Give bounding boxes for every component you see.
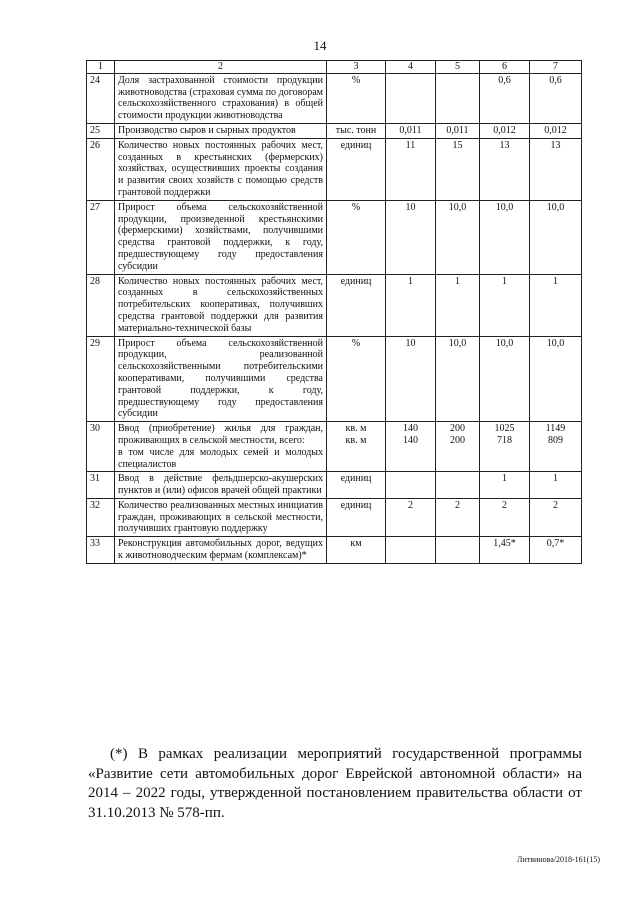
table-row: [87, 138, 582, 200]
value-col7: 10,0: [530, 336, 582, 422]
header-cell: 2: [115, 61, 327, 74]
value-col6: 1: [480, 472, 530, 499]
header-cell: 7: [530, 61, 582, 74]
page-number: 14: [313, 38, 327, 53]
table-row: [87, 123, 582, 138]
value-col6: 13: [480, 138, 530, 200]
unit: тыс. тонн: [327, 123, 386, 138]
table-row: [87, 537, 582, 564]
row-number: 30: [87, 422, 115, 472]
value-col5: 10,0: [436, 336, 480, 422]
indicators-table: [86, 60, 582, 564]
footnote: [88, 745, 582, 823]
row-number: 31: [87, 472, 115, 499]
value-col5: 0,011: [436, 123, 480, 138]
indicator-name: Ввод в действие фельдшерско-акушерских пунктов и (или) офисов врачей общей практики: [115, 472, 327, 499]
value-col5: 2: [436, 498, 480, 536]
value-young: 718: [497, 434, 512, 446]
header-cell: 6: [480, 61, 530, 74]
value-col7: 0,6: [530, 73, 582, 123]
header-cell: 4: [386, 61, 436, 74]
unit-young: кв. м: [345, 434, 367, 446]
value-col4: 10: [386, 336, 436, 422]
row-number: 32: [87, 498, 115, 536]
value-col4: [386, 537, 436, 564]
row-number: 33: [87, 537, 115, 564]
table-row: [87, 498, 582, 536]
value-col6: 0,6: [480, 73, 530, 123]
value-col4: 10: [386, 200, 436, 274]
value-col6: [480, 422, 530, 472]
row-number: 24: [87, 73, 115, 123]
value-col7: 2: [530, 498, 582, 536]
unit: %: [327, 200, 386, 274]
value-col5: [436, 73, 480, 123]
row-number: 27: [87, 200, 115, 274]
header-cell: 1: [87, 61, 115, 74]
value-young: 200: [450, 434, 465, 446]
value-col6: 0,012: [480, 123, 530, 138]
table-row: [87, 200, 582, 274]
value-col6: 10,0: [480, 200, 530, 274]
indicator-name: [115, 422, 327, 472]
unit: единиц: [327, 138, 386, 200]
header-cell: 5: [436, 61, 480, 74]
value-col7: 13: [530, 138, 582, 200]
value-col4: [386, 422, 436, 472]
unit: км: [327, 537, 386, 564]
unit-total: кв. м: [345, 423, 367, 435]
unit: единиц: [327, 498, 386, 536]
value-col4: 1: [386, 274, 436, 336]
table-row: [87, 274, 582, 336]
value-col7: 0,7*: [530, 537, 582, 564]
value-col5: 1: [436, 274, 480, 336]
value-col7: 1: [530, 472, 582, 499]
value-col6: 1,45*: [480, 537, 530, 564]
value-col5: 15: [436, 138, 480, 200]
unit: единиц: [327, 274, 386, 336]
value-col5: 10,0: [436, 200, 480, 274]
table-row: [87, 73, 582, 123]
indicator-name-main: Ввод (приобретение) жилья для граждан, проживающих в сельской местности, всего:: [118, 423, 323, 446]
unit: %: [327, 73, 386, 123]
value-col5: [436, 422, 480, 472]
indicator-name: Производство сыров и сырных продуктов: [115, 123, 327, 138]
footnote-text: (*) В рамках реализации мероприятий государственной программы «Развитие сети автомобильных дорог Еврейской автономной области» на 2014 – 2022 годы, утвержденной постановлением правительства области от 31.10.2013 № 578-пп.: [88, 746, 582, 821]
value-col4: [386, 73, 436, 123]
value-col6: 10,0: [480, 336, 530, 422]
indicator-name-sub: в том числе для молодых семей и молодых специалистов: [118, 446, 323, 470]
table-row: [87, 472, 582, 499]
value-young: 809: [548, 434, 563, 446]
value-col5: [436, 537, 480, 564]
row-number: 28: [87, 274, 115, 336]
indicator-name: Количество реализованных местных инициатив граждан, проживающих в сельской местности, получивших грантовую поддержку: [115, 498, 327, 536]
indicator-name: Прирост объема сельскохозяйственной продукции, реализованной сельскохозяйственными потребительскими кооперативами, получившими средства грантовой поддержки, к году, предшествующему году предоставления субсидии: [115, 336, 327, 422]
indicator-name: Прирост объема сельскохозяйственной продукции, произведенной крестьянскими (фермерскими) хозяйствами, получившими средства грантовой поддержки, к году, предшествующему году предоставления субсидии: [115, 200, 327, 274]
value-col4: 11: [386, 138, 436, 200]
value-col7: [530, 422, 582, 472]
header-row: [87, 61, 582, 74]
value-col7: 0,012: [530, 123, 582, 138]
value-col5: [436, 472, 480, 499]
value-col4: 0,011: [386, 123, 436, 138]
value-total: 1025: [494, 423, 515, 435]
row-number: 26: [87, 138, 115, 200]
value-col4: 2: [386, 498, 436, 536]
row-number: 29: [87, 336, 115, 422]
value-col6: 2: [480, 498, 530, 536]
table-row-housing: [87, 422, 582, 472]
unit: [327, 422, 386, 472]
unit: единиц: [327, 472, 386, 499]
indicator-name: Количество новых постоянных рабочих мест, созданных в сельскохозяйственных потребительских кооперативах, получивших средства грантовой поддержки для развития материально-технической базы: [115, 274, 327, 336]
unit: %: [327, 336, 386, 422]
value-total: 200: [450, 423, 465, 435]
value-col6: 1: [480, 274, 530, 336]
header-cell: 3: [327, 61, 386, 74]
indicator-name: Реконструкция автомобильных дорог, ведущих к животноводческим фермам (комплексам)*: [115, 537, 327, 564]
value-total: 1149: [545, 423, 566, 435]
value-young: 140: [403, 434, 418, 446]
value-col7: 10,0: [530, 200, 582, 274]
row-number: 25: [87, 123, 115, 138]
indicator-name: Доля застрахованной стоимости продукции животноводства (страховая сумма по договорам сельскохозяйственного страхования) в общей стоимости продукции животноводства: [115, 73, 327, 123]
indicator-name: Количество новых постоянных рабочих мест, созданных в крестьянских (фермерских) хозяйствах, осуществивших проекты создания и развития своих хозяйств с помощью средств грантовой поддержки: [115, 138, 327, 200]
table-row: [87, 336, 582, 422]
document-stamp: Литвинова/2018-161(15): [517, 855, 600, 864]
value-col7: 1: [530, 274, 582, 336]
value-col4: [386, 472, 436, 499]
value-total: 140: [403, 423, 418, 435]
